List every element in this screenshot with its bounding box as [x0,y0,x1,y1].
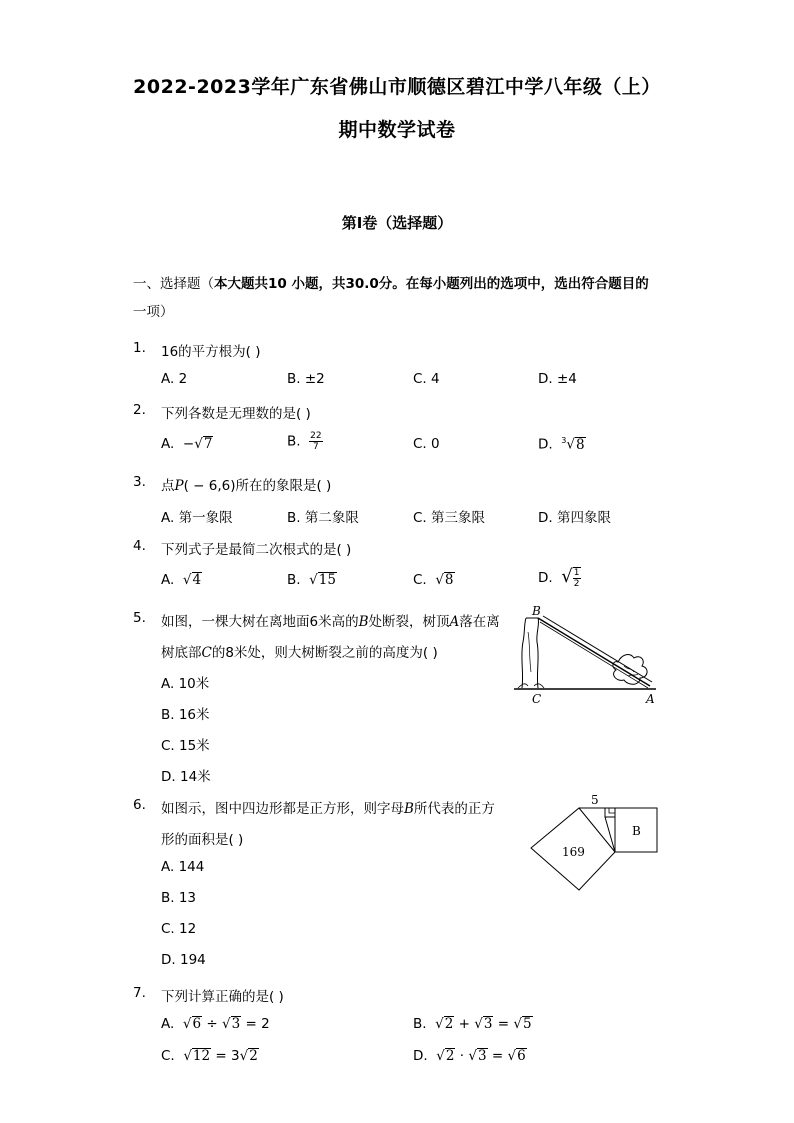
section-instructions: 一、选择题（本大题共10 小题，共30.0分。在每小题列出的选项中，选出符合题目的 一项） [133,276,649,320]
q5-option-c: C. 15米 [161,738,210,754]
q3-option-a: A. 第一象限 [161,510,233,526]
fig5-label-b: B [532,604,541,618]
q6-option-c: C. 12 [161,921,197,937]
q5-text-line1: 如图，一棵大树在离地面6米高的B处断裂，树顶A落在离 [161,614,500,630]
q7-number: 7. [133,985,146,1001]
q7-option-a: A. √6 ÷ √3 = 2 [161,1016,270,1032]
q1-option-c: C. 4 [413,371,440,387]
q1-option-b: B. ±2 [287,371,325,387]
q7-option-c: C. √12 = 3√2 [161,1048,258,1064]
fig6-label-169: 169 [562,845,585,859]
q3-text: 点P( − 6,6)所在的象限是( ) [161,478,332,494]
q4-option-b: B. √15 [287,572,336,588]
q3-number: 3. [133,474,146,490]
q2-number: 2. [133,402,146,418]
q6-option-d: D. 194 [161,952,206,968]
q5-option-d: D. 14米 [161,769,211,785]
q6-text-line2: 形的面积是( ) [161,832,244,848]
q3-option-d: D. 第四象限 [538,510,611,526]
q5-option-a: A. 10米 [161,676,210,692]
q4-option-c: C. √8 [413,572,454,588]
fig5-label-a: A [646,692,655,706]
q1-text: 16的平方根为( ) [161,344,261,360]
fig5-label-c: C [532,692,542,706]
q1-option-d: D. ±4 [538,371,577,387]
fig6-label-5: 5 [591,793,599,807]
tree-figure [510,602,660,708]
squares-figure [525,792,665,896]
q7-option-b: B. √2 + √3 = √5 [413,1016,532,1032]
q4-number: 4. [133,538,146,554]
q2-text: 下列各数是无理数的是( ) [161,406,311,422]
q5-text-line2: 树底部C的8米处，则大树断裂之前的高度为( ) [161,645,438,661]
q1-option-a: A. 2 [161,371,188,387]
q4-option-d: D. √ $\frac{1}{2}$ [538,566,580,589]
q2-option-a: A. −√7 [161,436,213,452]
q6-option-b: B. 13 [161,890,197,906]
fig6-label-b: B [632,824,641,838]
q5-number: 5. [133,610,146,626]
exam-title-line1: 2022-2023学年广东省佛山市顺德区碧江中学八年级（上） [133,76,661,98]
q3-option-c: C. 第三象限 [413,510,486,526]
q6-option-a: A. 144 [161,859,205,875]
volume-heading: 第I卷（选择题） [341,214,453,232]
q2-option-c: C. 0 [413,436,440,452]
q3-option-b: B. 第二象限 [287,510,359,526]
exam-title-line2: 期中数学试卷 [338,119,456,141]
q1-number: 1. [133,340,146,356]
q4-text: 下列式子是最简二次根式的是( ) [161,542,352,558]
q7-option-d: D. √2 · √3 = √6 [413,1048,526,1064]
q4-option-a: A. √4 [161,572,202,588]
q2-option-b: B. $\frac{22}{7}$ [287,431,322,452]
q2-option-d: D. $^3$√8 [538,436,585,453]
q6-number: 6. [133,797,146,813]
q7-text: 下列计算正确的是( ) [161,989,284,1005]
q6-text-line1: 如图示，图中四边形都是正方形，则字母B所代表的正方 [161,801,495,817]
q5-option-b: B. 16米 [161,707,210,723]
